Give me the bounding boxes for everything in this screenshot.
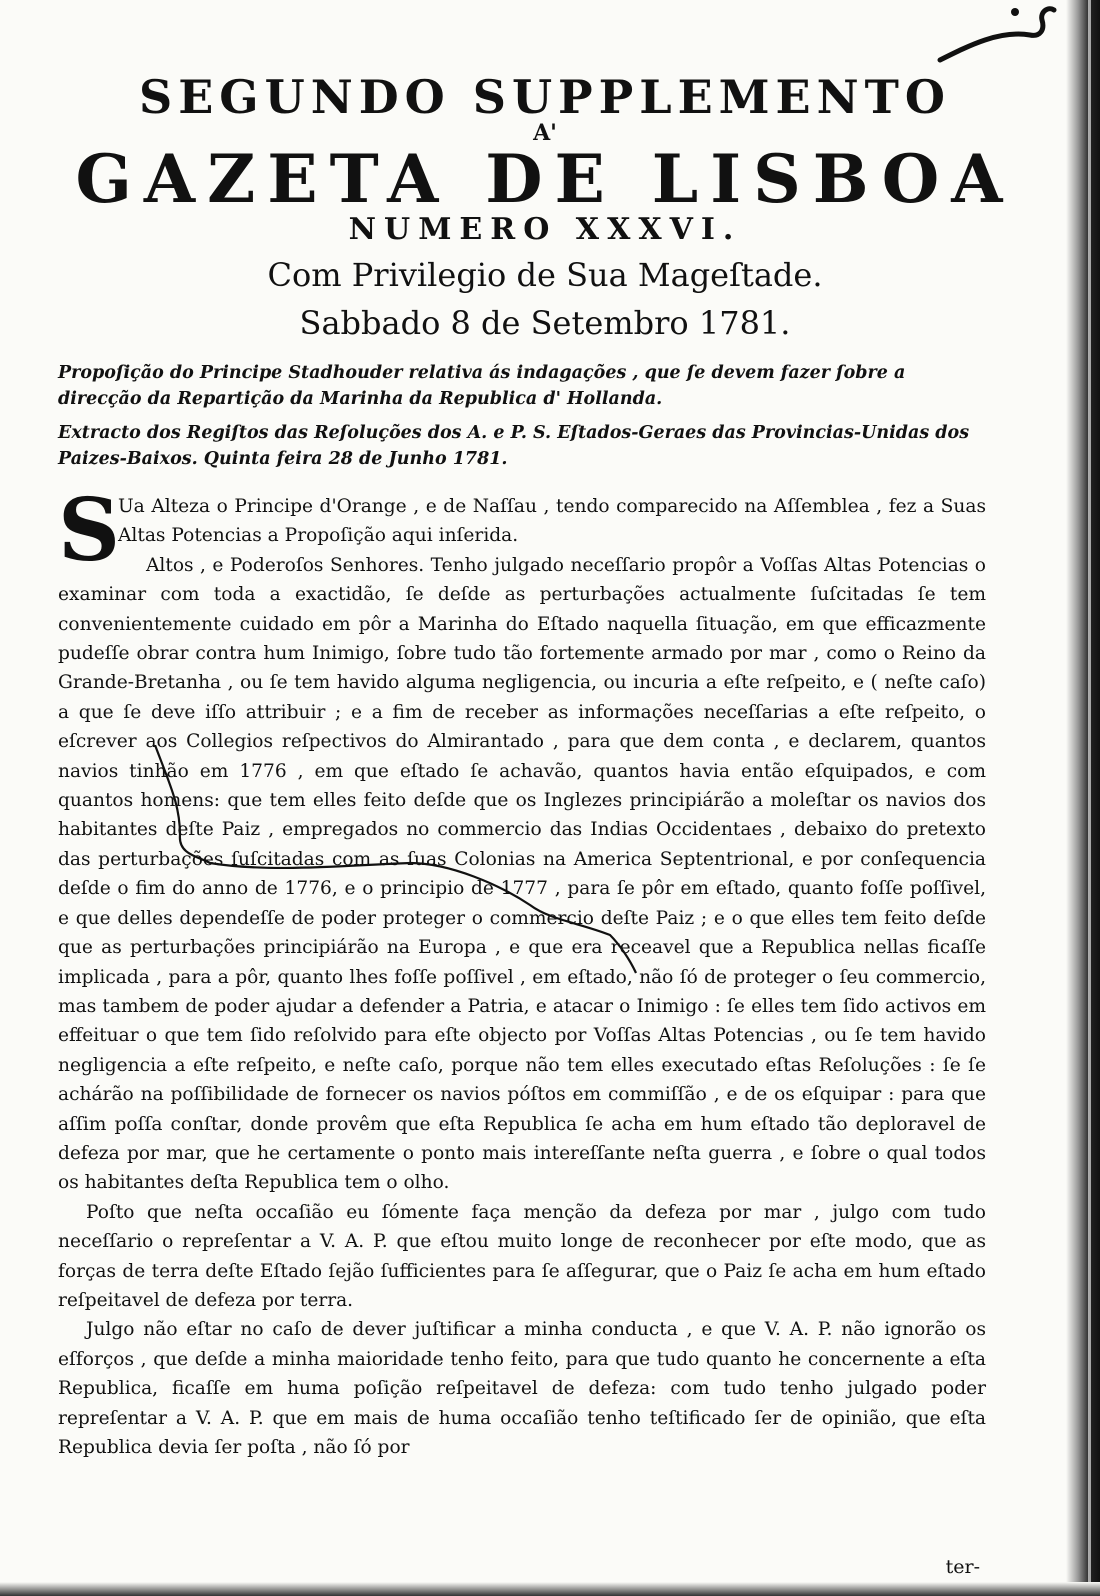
page-bottom-edge xyxy=(0,1582,1100,1596)
supplement-to: A' xyxy=(533,120,557,146)
paragraph-text: Ua Alteza o Principe d'Orange , e de Naſſau , tendo comparecido na Aſſemblea , fez a Suas Altas Potencias a Propoſição aqui inſerida. xyxy=(118,496,986,547)
drop-cap: S xyxy=(58,480,121,581)
issue-date: Sabbado 8 de Setembro 1781. xyxy=(299,304,791,342)
extract-text: Extracto dos Regiſtos das Reſoluções dos A. e P. S. Eſtados-Geraes das Provincias-Unidas dos Paizes-Baixos. Quinta feira 28 de Junho 1781. xyxy=(58,423,970,469)
catchword: ter- xyxy=(945,1556,980,1578)
gazette-title: GAZETA DE LISBOA xyxy=(75,140,1015,218)
proposition-text: Propoſição do Principe Stadhouder relativa ás indagações , que ſe devem fazer ſobre a direcção da Repartição da Marinha da Republica d' Hollanda. xyxy=(58,363,906,409)
proposition-heading xyxy=(58,360,980,412)
extract-heading xyxy=(58,420,980,472)
privilege-line: Com Privilegio de Sua Mageſtade. xyxy=(267,256,823,294)
article-paragraph: Julgo não eſtar no caſo de dever juſtificar a minha conducta , e que V. A. P. não ignorão os eſforços , que deſde a minha maioridade tenho feito, para que tudo quanto he concernente a eſta Republica, ficaſſe em huma poſição reſpeitavel de defeza: com tudo tenho julgado poder repreſentar a V. A. P. que em mais de huma occaſião tenho teſtificado ſer de opinião, que eſta Republica devia ſer poſta , não ſó por xyxy=(58,1319,986,1458)
article-paragraph xyxy=(58,480,986,581)
article-body xyxy=(58,480,986,1462)
issue-number: NUMERO XXXVI. xyxy=(348,212,742,247)
page-binding-edge xyxy=(1066,0,1100,1596)
article-paragraph: Altos , e Poderoſos Senhores. Tenho julgado neceſſario propôr a Voſſas Altas Potencias o examinar com toda a exactidão, ſe deſde as perturbações actualmente ſuſcitadas ſe tem convenientemente cuidado em pôr a Marinha do Eſtado naquella ſituação, em que efficazmente pudeſſe obrar contra hum Inimigo, ſobre tudo tão fortemente armado por mar , como o Reino da Grande-Bretanha , ou ſe tem havido alguma negligencia, ou incuria a eſte reſpeito, e ( neſte caſo) a que ſe deve iſſo attribuir ; e a fim de receber as informações neceſſarias a eſte reſpeito, o eſcrever aos Collegios reſpectivos do Almirantado , para que dem conta , e declarem, quantos navios tinhão em 1776 , em que eſtado ſe achavão, quantos havia então eſquipados, e com quantos homens: que tem elles feito deſde que os Inglezes principiárão a moleſtar os navios dos habitantes deſte Paiz , empregados no commercio das Indias Occidentaes , debaixo do pretexto das perturbações ſuſcitadas com as ſuas Colonias na America Septentrional, e por conſequencia deſde o fim do anno de 1776, e o principio de 1777 , para ſe pôr em eſtado, quanto foſſe poſſivel, e que delles dependeſſe de poder proteger o commercio deſte Paiz ; e o que elles tem feito deſde que as perturbações principiárão na Europa , e que era receavel que a Republica nellas ficaſſe implicada , para a pôr, quanto lhes foſſe poſſivel , em eſtado, não ſó de proteger o ſeu commercio, mas tambem de poder ajudar a defender a Patria, e atacar o Inimigo : ſe elles tem ſido activos em effeituar o que tem ſido reſolvido para eſte objecto por Voſſas Altas Potencias , ou ſe tem havido negligencia a eſte reſpeito, e neſte caſo, porque não tem elles executado eſtas Reſoluções : ſe ſe achárão na poſſibilidade de fornecer os navios póſtos em commiſſão , e de os eſquipar : para que aſſim poſſa conſtar, donde provêm que eſta Republica ſe acha em hum eſtado tão deploravel de defeza por mar, que he certamente o ponto mais intereſſante neſta guerra , e ſobre o qual todos os habitantes deſta Republica tem o olho. xyxy=(58,554,986,1194)
ink-stroke-mark xyxy=(930,0,1060,80)
article-paragraph: Poſto que neſta occaſião eu ſómente faça menção da defeza por mar , julgo com tudo neceſſario o repreſentar a V. A. P. que eſtou muito longe de reconhecer por eſte modo, que as forças de terra deſte Eſtado ſejão ſufficientes para ſe aſſegurar, que o Paiz ſe acha em hum eſtado reſpeitavel de defeza por terra. xyxy=(58,1201,986,1311)
supplement-heading: SEGUNDO SUPPLEMENTO xyxy=(139,70,951,124)
